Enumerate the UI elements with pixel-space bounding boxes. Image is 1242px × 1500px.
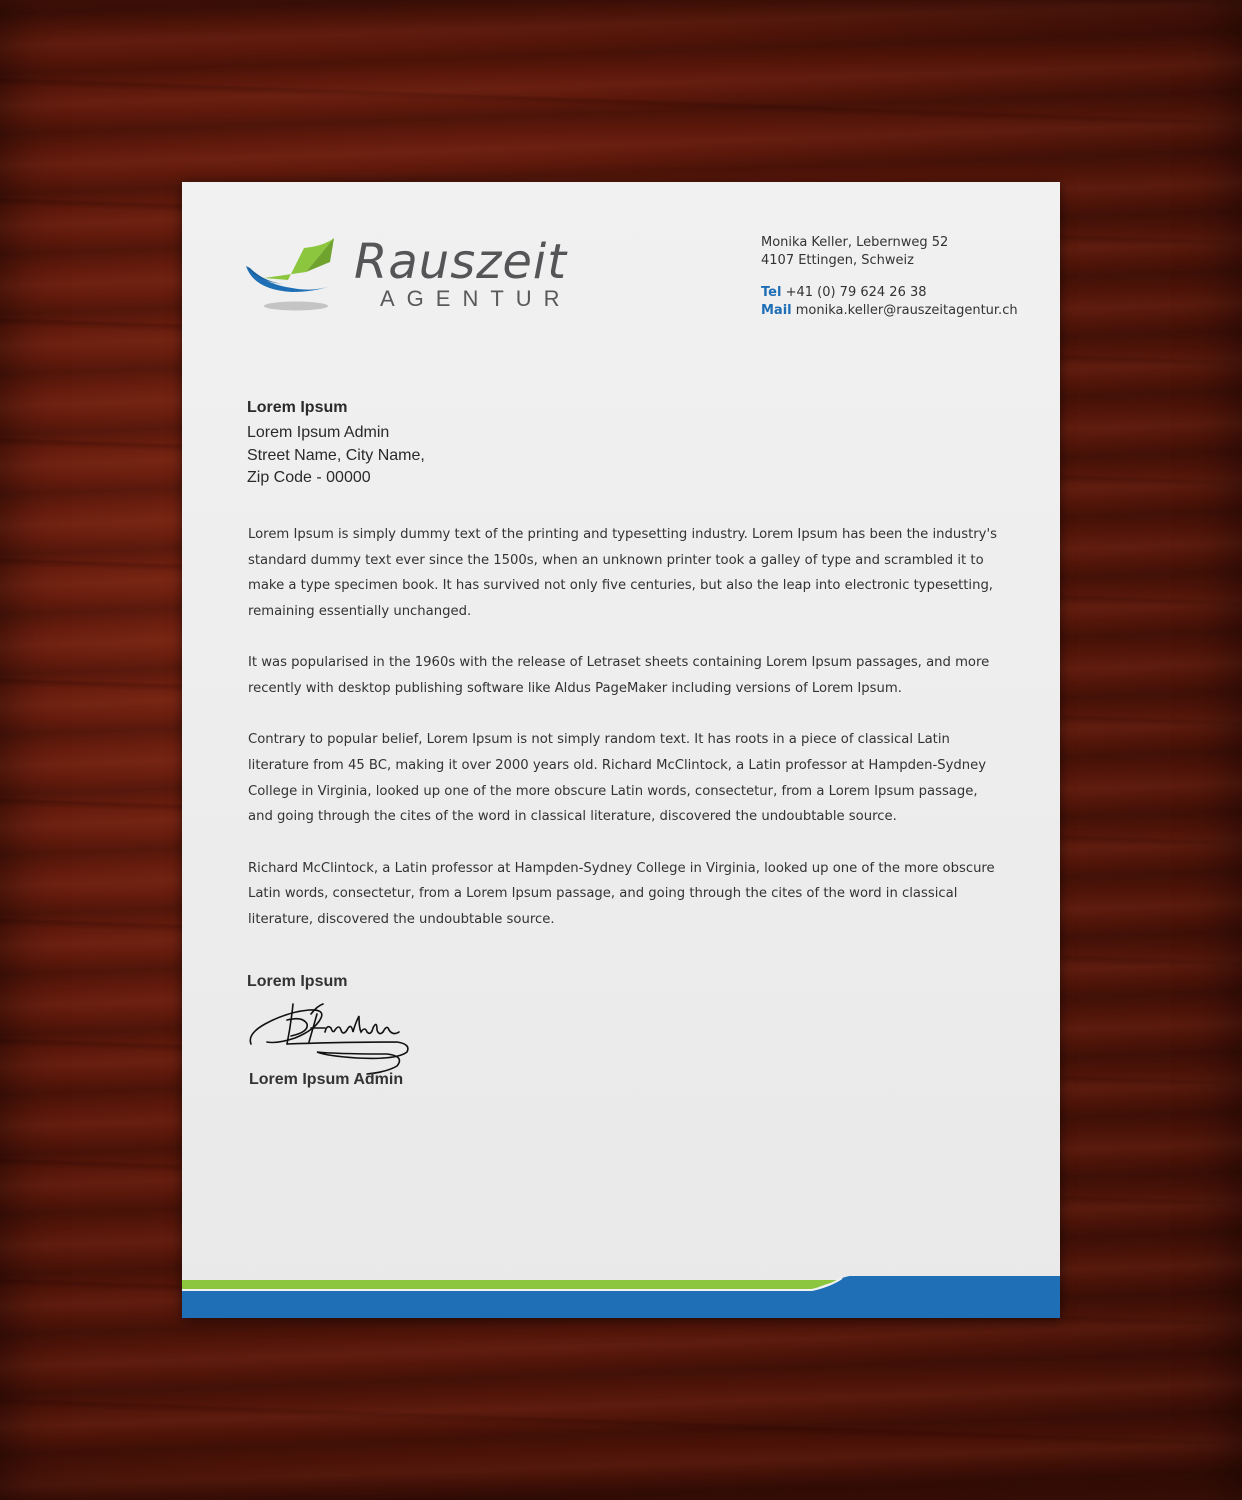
body-paragraph: It was popularised in the 1960s with the release of Letraset sheets containing Lorem Ipsum passages, and more recently with desktop publishing software like Aldus PageMaker including versions of Lorem Ipsum.: [248, 655, 990, 697]
leaf-logo-icon: [244, 232, 344, 316]
body-paragraph: Richard McClintock, a Latin professor at Hampden-Sydney College in Virginia, looked up one of the more obscure Latin words, consectetur, from a Lorem Ipsum passage, and going through the cites of the word in classical literature, discovered the undoubtable source.: [248, 860, 995, 927]
sender-address-line2: 4107 Ettingen, Schweiz: [761, 253, 914, 268]
signature-closing: Lorem Ipsum: [247, 973, 348, 990]
recipient-address: [247, 398, 425, 490]
signature-block: [247, 972, 507, 1090]
tel-value: +41 (0) 79 624 26 38: [785, 285, 927, 300]
letterhead-sheet: [182, 182, 1060, 1318]
tel-row: [761, 284, 1051, 302]
sender-contact: [761, 234, 1051, 320]
tel-label: Tel: [761, 285, 782, 300]
brand-logo: [244, 230, 584, 320]
body-paragraph: Contrary to popular belief, Lorem Ipsum is not simply random text. It has roots in a piece of classical Latin literature from 45 BC, making it over 2000 years old. Richard McClintock, a Latin professor at Hampden-Sydney College in Virginia, looked up one of the more obscure Latin words, consectetur, from a Lorem Ipsum passage, and going through the cites of the word in classical literature, discovered the undoubtable source.: [248, 732, 987, 825]
recipient-name: Lorem Ipsum: [247, 399, 348, 416]
mail-value: monika.keller@rauszeitagentur.ch: [795, 303, 1018, 318]
sender-address-line1: Monika Keller, Lebernweg 52: [761, 235, 949, 250]
mail-label: Mail: [761, 303, 792, 318]
brand-subtitle: AGENTUR: [380, 286, 572, 311]
body-paragraph: Lorem Ipsum is simply dummy text of the printing and typesetting industry. Lorem Ipsum has been the industry's standard dummy text ever since the 1500s, when an unknown printer took a galley of type and scrambled it to make a type specimen book. It has survived not only five centuries, but also the leap into electronic typesetting, remaining essentially unchanged.: [248, 527, 997, 620]
recipient-street: Street Name, City Name,: [247, 446, 425, 464]
brand-name: Rauszeit: [354, 234, 568, 290]
mail-row: [761, 302, 1051, 320]
footer-wave-band: [182, 1276, 1060, 1318]
recipient-title: Lorem Ipsum Admin: [247, 424, 390, 441]
signature-name: Lorem Ipsum Admin: [249, 1071, 404, 1088]
letter-body: [248, 522, 998, 958]
recipient-zip: Zip Code - 00000: [247, 469, 371, 486]
handwritten-signature: [247, 994, 417, 1076]
